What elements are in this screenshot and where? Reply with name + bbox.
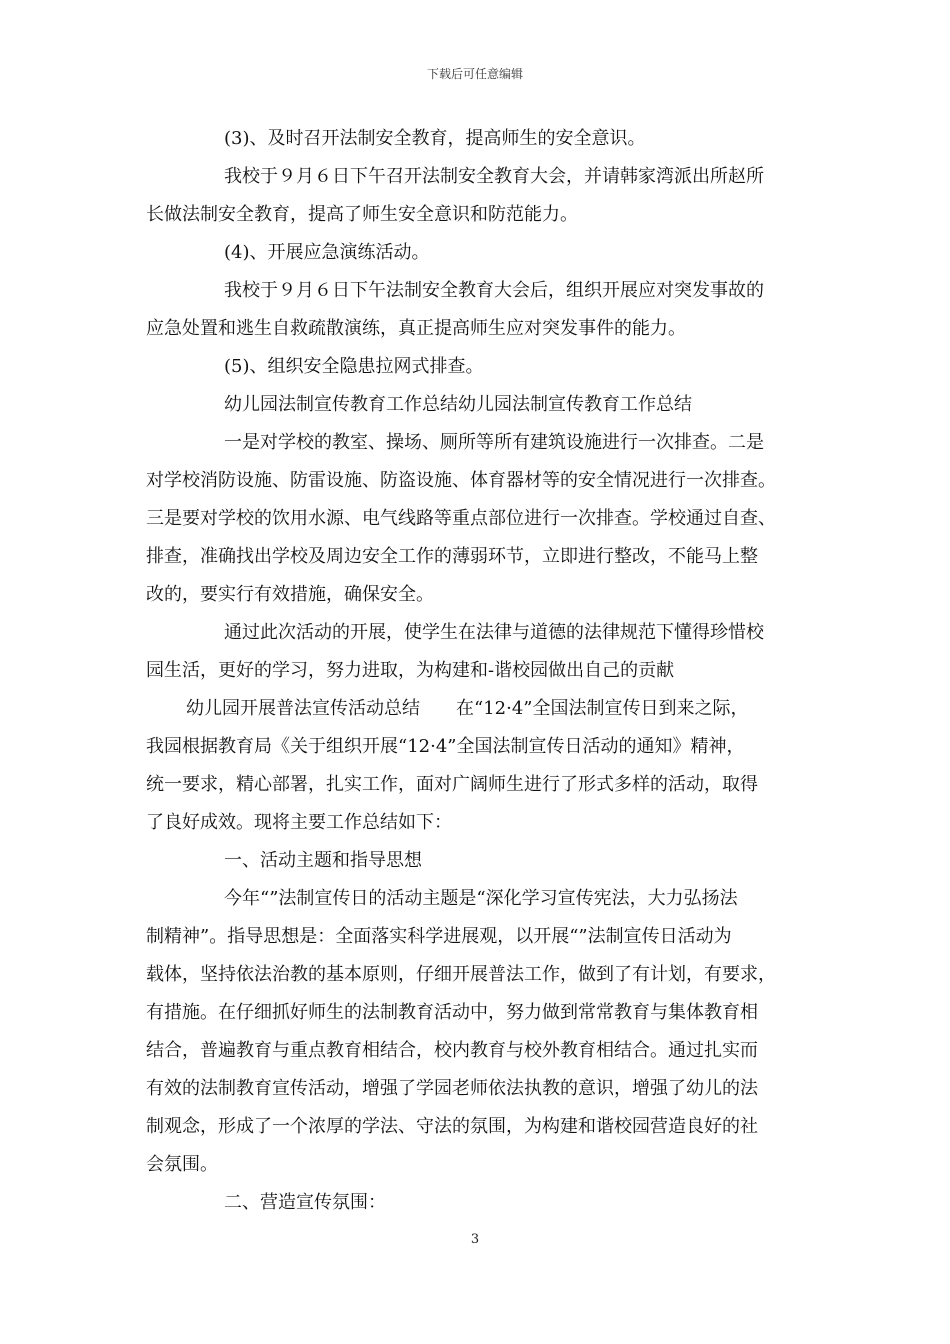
paragraph-line: 结合，普遍教育与重点教育相结合，校内教育与校外教育相结合。通过扎实而 — [146, 1040, 758, 1061]
paragraph-line: 我园根据教育局《关于组织开展“12·4”全国法制宣传日活动的通知》精神， — [146, 736, 745, 757]
paragraph-line: 通过此次活动的开展，使学生在法律与道德的法律规范下懂得珍惜校 — [224, 622, 764, 643]
paragraph-line: (3)、及时召开法制安全教育，提高师生的安全意识。 — [224, 128, 646, 149]
paragraph-line: 应急处置和逃生自救疏散演练，真正提高师生应对突发事件的能力。 — [146, 318, 686, 339]
paragraph-line: 今年“”法制宣传日的活动主题是“深化学习宣传宪法，大力弘扬法 — [224, 888, 738, 909]
paragraph-line: 制观念，形成了一个浓厚的学法、守法的氛围，为构建和谐校园营造良好的社 — [146, 1116, 758, 1137]
paragraph-line: (5)、组织安全隐患拉网式排查。 — [224, 356, 484, 377]
paragraph-line: 排查，准确找出学校及周边安全工作的薄弱环节，立即进行整改，不能马上整 — [146, 546, 758, 567]
page-number: 3 — [470, 1232, 480, 1247]
paragraph-line: 幼儿园开展普法宣传活动总结 在“12·4”全国法制宣传日到来之际， — [186, 698, 749, 719]
paragraph-line: (4)、开展应急演练活动。 — [224, 242, 430, 263]
paragraph-line: 会氛围。 — [146, 1154, 218, 1175]
document-body — [146, 120, 814, 1222]
paragraph-line: 三是要对学校的饮用水源、电气线路等重点部位进行一次排查。学校通过自查、 — [146, 508, 776, 529]
section-heading: 二、营造宣传氛围： — [224, 1192, 386, 1213]
paragraph-line: 对学校消防设施、防雷设施、防盗设施、体育器材等的安全情况进行一次排查。 — [146, 470, 776, 491]
paragraph-line: 改的，要实行有效措施，确保安全。 — [146, 584, 434, 605]
section-heading: 幼儿园法制宣传教育工作总结幼儿园法制宣传教育工作总结 — [224, 394, 692, 415]
section-heading: 一、活动主题和指导思想 — [224, 850, 422, 871]
paragraph-line: 载体，坚持依法治教的基本原则，仔细开展普法工作，做到了有计划，有要求， — [146, 964, 776, 985]
paragraph-line: 一是对学校的教室、操场、厕所等所有建筑设施进行一次排查。二是 — [224, 432, 764, 453]
paragraph-line: 制精神”。指导思想是：全面落实科学进展观，以开展“”法制宣传日活动为 — [146, 926, 732, 947]
paragraph-line: 统一要求，精心部署，扎实工作，面对广阔师生进行了形式多样的活动，取得 — [146, 774, 758, 795]
paragraph-line: 我校于９月６日下午召开法制安全教育大会，并请韩家湾派出所赵所 — [224, 166, 764, 187]
paragraph-line: 我校于９月６日下午法制安全教育大会后，组织开展应对突发事故的 — [224, 280, 764, 301]
paragraph-line: 了良好成效。现将主要工作总结如下： — [146, 812, 452, 833]
paragraph-line: 有措施。在仔细抓好师生的法制教育活动中，努力做到常常教育与集体教育相 — [146, 1002, 758, 1023]
paragraph-line: 长做法制安全教育，提高了师生安全意识和防范能力。 — [146, 204, 578, 225]
paragraph-line: 园生活，更好的学习，努力进取，为构建和-谐校园做出自己的贡献 — [146, 660, 675, 681]
page-header-note: 下载后可任意编辑 — [426, 67, 523, 81]
paragraph-line: 有效的法制教育宣传活动，增强了学园老师依法执教的意识，增强了幼儿的法 — [146, 1078, 758, 1099]
